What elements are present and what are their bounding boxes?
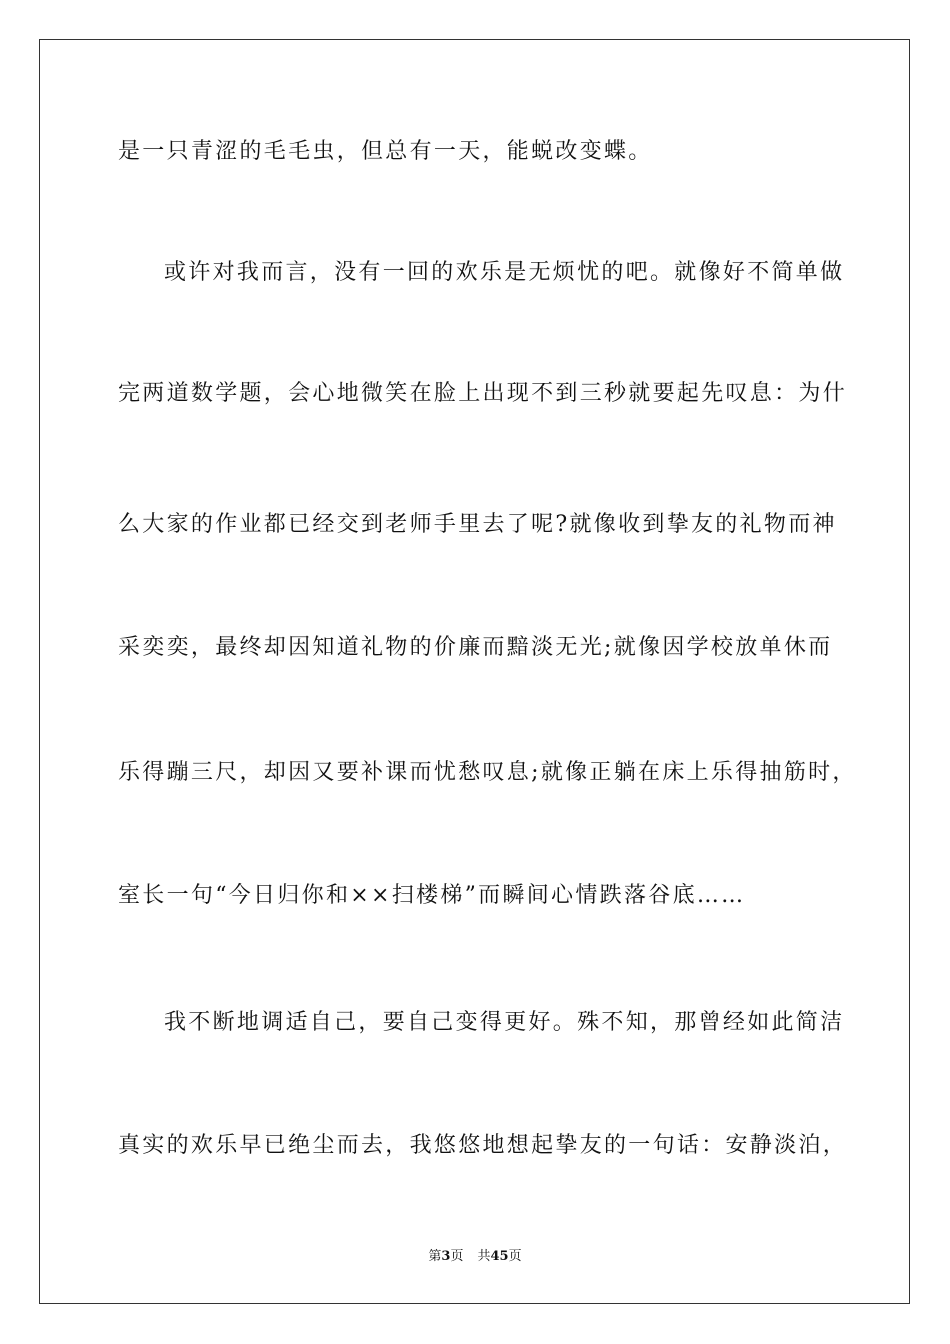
total-pages: 45 [490, 1249, 509, 1264]
page-prefix: 第 [428, 1249, 442, 1264]
text-line-5: 采奕奕，最终却因知道礼物的价廉而黯淡无光;就像因学校放单休而 [118, 635, 833, 660]
page-footer [0, 1248, 950, 1266]
text-line-9: 真实的欢乐早已绝尘而去，我悠悠地想起挚友的一句话：安静淡泊， [118, 1133, 848, 1158]
total-suffix: 页 [508, 1249, 522, 1264]
page-suffix: 页 [450, 1249, 464, 1264]
text-line-3: 完两道数学题，会心地微笑在脸上出现不到三秒就要起先叹息：为什 [118, 381, 848, 406]
text-line-8: 我不断地调适自己，要自己变得更好。殊不知，那曾经如此简洁 [164, 1010, 845, 1035]
text-line-7: 室长一句“今日归你和××扫楼梯”而瞬间心情跌落谷底…… [118, 883, 746, 908]
page-frame [39, 39, 910, 1304]
page-number: 3 [441, 1249, 451, 1264]
text-line-2: 或许对我而言，没有一回的欢乐是无烦忧的吧。就像好不简单做 [164, 260, 845, 285]
total-prefix: 共 [477, 1249, 491, 1264]
text-line-6: 乐得蹦三尺，却因又要补课而忧愁叹息;就像正躺在床上乐得抽筋时， [118, 760, 857, 785]
text-line-1: 是一只青涩的毛毛虫，但总有一天，能蜕改变蝶。 [118, 139, 653, 164]
text-line-4: 么大家的作业都已经交到老师手里去了呢?就像收到挚友的礼物而神 [118, 512, 837, 537]
